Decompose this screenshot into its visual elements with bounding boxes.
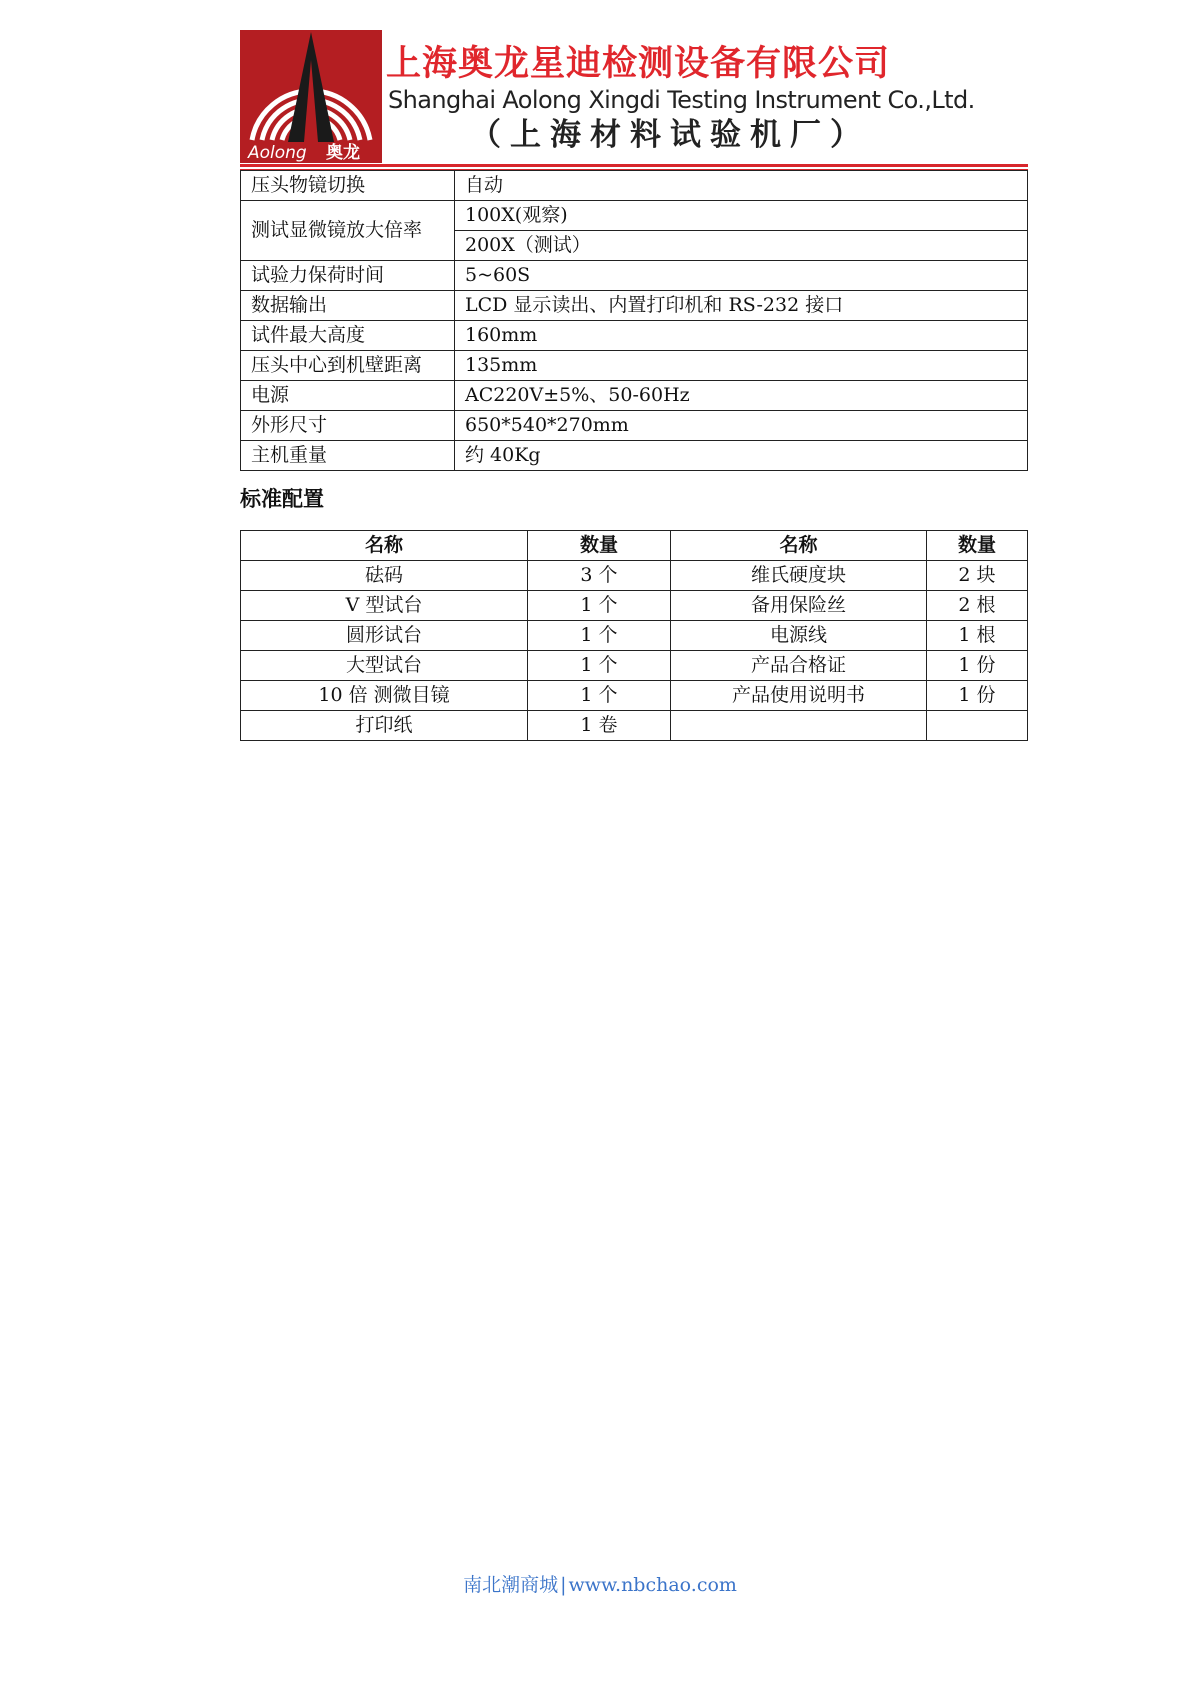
spec-table (240, 170, 1028, 471)
spec-key: 数据输出 (241, 291, 455, 321)
triangle-rings-logo-icon (240, 30, 382, 163)
table-header-row (241, 531, 1028, 561)
item-qty: 1 份 (927, 681, 1028, 711)
item-qty: 2 块 (927, 561, 1028, 591)
column-header: 数量 (528, 531, 671, 561)
footer-separator: | (560, 1574, 567, 1596)
company-name-en: Shanghai Aolong Xingdi Testing Instrument Co.,Ltd. (388, 86, 975, 114)
table-row (241, 621, 1028, 651)
table-row (241, 351, 1028, 381)
table-row (241, 711, 1028, 741)
item-qty: 3 个 (528, 561, 671, 591)
svg-text:奥龙: 奥龙 (326, 143, 360, 163)
table-row (241, 411, 1028, 441)
column-header: 名称 (671, 531, 927, 561)
spec-value: 135mm (455, 351, 1028, 381)
spec-key: 测试显微镜放大倍率 (241, 201, 455, 261)
item-name: 维氏硬度块 (671, 561, 927, 591)
spec-value: 650*540*270mm (455, 411, 1028, 441)
footer-url-link[interactable]: www.nbchao.com (568, 1574, 737, 1596)
table-row (241, 321, 1028, 351)
spec-key: 试件最大高度 (241, 321, 455, 351)
item-name: 备用保险丝 (671, 591, 927, 621)
spec-key: 电源 (241, 381, 455, 411)
item-name: 产品使用说明书 (671, 681, 927, 711)
footer (0, 1570, 1200, 1600)
table-row (241, 261, 1028, 291)
item-name: 砝码 (241, 561, 528, 591)
spec-value: 5~60S (455, 261, 1028, 291)
header-divider-thick (240, 164, 1028, 167)
spec-value: 自动 (455, 171, 1028, 201)
spec-value: AC220V±5%、50-60Hz (455, 381, 1028, 411)
item-name: 产品合格证 (671, 651, 927, 681)
table-row (241, 381, 1028, 411)
company-alt-name: （上海材料试验机厂） (470, 117, 870, 153)
config-table (240, 530, 1028, 741)
table-row (241, 441, 1028, 471)
item-qty: 2 根 (927, 591, 1028, 621)
item-name: 打印纸 (241, 711, 528, 741)
item-name (671, 711, 927, 741)
item-qty: 1 个 (528, 651, 671, 681)
item-name: 圆形试台 (241, 621, 528, 651)
spec-value: 约 40Kg (455, 441, 1028, 471)
item-name: 10 倍 测微目镜 (241, 681, 528, 711)
spec-key: 压头中心到机壁距离 (241, 351, 455, 381)
spec-value: 100X(观察) (455, 201, 1028, 231)
company-name-cn: 上海奥龙星迪检测设备有限公司 (386, 44, 891, 84)
spec-key: 试验力保荷时间 (241, 261, 455, 291)
table-row (241, 681, 1028, 711)
table-row (241, 651, 1028, 681)
column-header: 数量 (927, 531, 1028, 561)
item-qty: 1 根 (927, 621, 1028, 651)
table-row (241, 591, 1028, 621)
table-row (241, 291, 1028, 321)
company-logo (240, 30, 382, 163)
item-qty: 1 个 (528, 621, 671, 651)
spec-key: 压头物镜切换 (241, 171, 455, 201)
table-row (241, 561, 1028, 591)
section-title: 标准配置 (240, 487, 324, 511)
spec-key: 主机重量 (241, 441, 455, 471)
column-header: 名称 (241, 531, 528, 561)
item-qty: 1 个 (528, 681, 671, 711)
item-qty: 1 卷 (528, 711, 671, 741)
item-name: V 型试台 (241, 591, 528, 621)
item-qty (927, 711, 1028, 741)
table-row (241, 171, 1028, 201)
footer-site-name[interactable]: 南北潮商城 (463, 1574, 559, 1596)
spec-key: 外形尺寸 (241, 411, 455, 441)
spec-value: LCD 显示读出、内置打印机和 RS-232 接口 (455, 291, 1028, 321)
item-qty: 1 个 (528, 591, 671, 621)
spec-value: 160mm (455, 321, 1028, 351)
svg-text:Aolong: Aolong (248, 143, 307, 163)
item-qty: 1 份 (927, 651, 1028, 681)
item-name: 电源线 (671, 621, 927, 651)
spec-value: 200X（测试） (455, 231, 1028, 261)
table-row (241, 201, 1028, 231)
item-name: 大型试台 (241, 651, 528, 681)
